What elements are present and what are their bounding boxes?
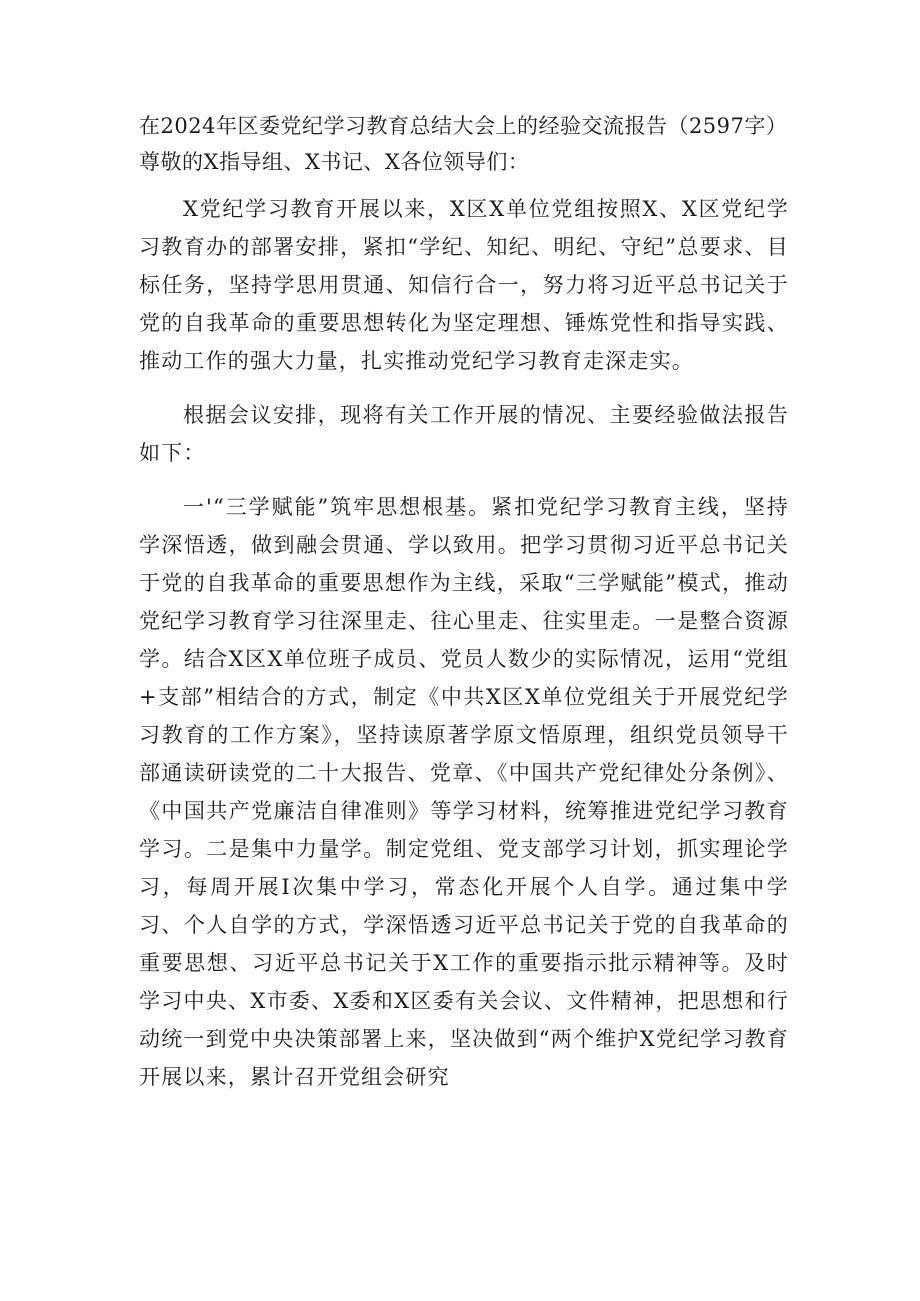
paragraph-intro: X党纪学习教育开展以来，X区X单位党组按照X、X区党纪学习教育办的部署安排，紧扣“学纪、知纪、明纪、守纪”总要求、目标任务，坚持学思用贯通、知信行合一，努力将习近平总书记关于党的自我革命的重要思想转化为坚定理想、锤炼党性和指导实践、推动工作的强大力量，扎实推动党纪学习教育走深走实。 [139,197,789,373]
document-title: 在2024年区委党纪学习教育总结大会上的经验交流报告（2597字） [139,114,788,138]
document-body [139,112,789,1110]
paragraph-arrangement: 根据会议安排，现将有关工作开展的情况、主要经验做法报告如下： [139,403,789,465]
salutation: 尊敬的X指导组、X书记、X各位领导们： [139,150,530,174]
paragraph-section-one: 一'“三学赋能”筑牢思想根基。紧扣党纪学习教育主线，坚持学深悟透，做到融会贯通、学以致用。把学习贯彻习近平总书记关于党的自我革命的重要思想作为主线，采取“三学赋能”模式，推动党纪学习教育学习往深里走、往心里走、往实里走。一是整合资源学。结合X区X单位班子成员、党员人数少的实际情况，运用“党组+支部”相结合的方式，制定《中共X区X单位党组关于开展党纪学习教育的工作方案》，坚持读原著学原文悟原理，组织党员领导干部通读研读党的二十大报告、党章、《中国共产党纪律处分条例》、《中国共产党廉洁自律准则》等学习材料，统筹推进党纪学习教育学习。二是集中力量学。制定党组、党支部学习计划，抓实理论学习，每周开展I次集中学习，常态化开展个人自学。通过集中学习、个人自学的方式，学深悟透习近平总书记关于党的自我革命的重要思想、习近平总书记关于X工作的重要指示批示精神等。及时学习中央、X市委、X委和X区委有关会议、文件精神，把思想和行动统一到党中央决策部署上来，坚决做到“两个维护X党纪学习教育开展以来，累计召开党组会研究 [139,495,789,1089]
